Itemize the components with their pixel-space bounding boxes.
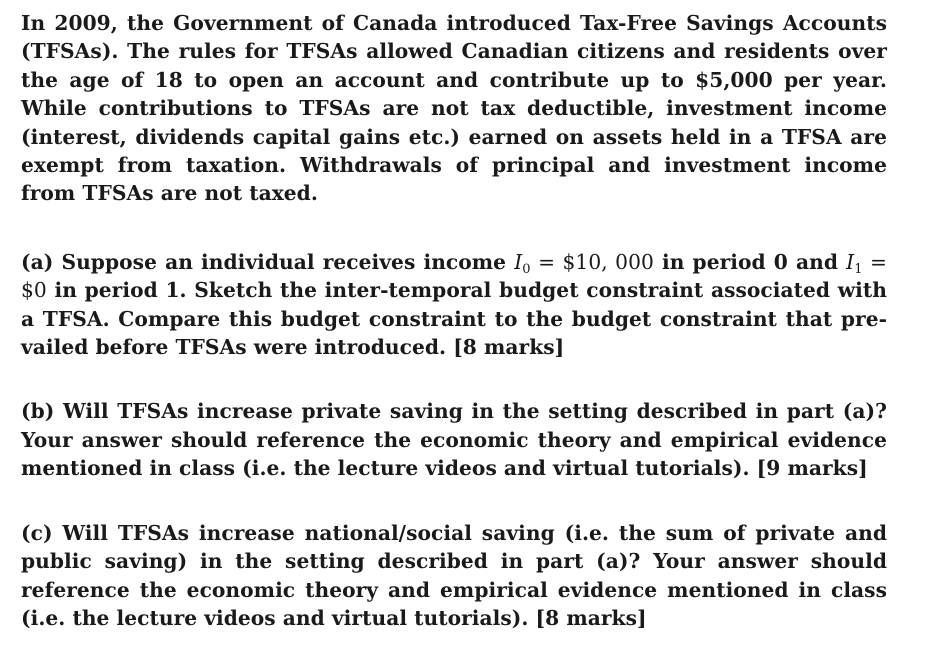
part-b-paragraph: (b) Will TFSAs increase private saving in the setting described in part (a)? Your answer should reference the economic theory and empirical evidence mentioned in class (i.e. the lecture videos and virtual tutorials). [9 marks]: [21, 399, 887, 481]
part-a-paragraph: [21, 248, 887, 362]
part-a-mid: in period 0 and: [653, 249, 847, 274]
part-c-paragraph: (c) Will TFSAs increase national/social saving (i.e. the sum of private and public saving) in the setting described in part (a)? Your answer should reference the economic theory and empirical evidence mentioned in class (i.e. the lecture videos and virtual tutorials). [8 marks]: [21, 520, 887, 630]
income-period-0: $I_0$ = $10, 000: [514, 249, 654, 277]
part-a-lead: (a) Suppose an individual receives income: [21, 249, 515, 274]
part-a-rest: in period 1. Sketch the inter-temporal budget constraint associated with a TFSA. Compare this budget constraint to the budget constraint that prevailed before TFSAs were introduced. [8 marks]: [21, 278, 887, 360]
question-document: [21, 9, 887, 632]
intro-paragraph: In 2009, the Government of Canada introduced Tax-Free Savings Accounts (TFSAs). The rules for TFSAs allowed Canadian citizens and residents over the age of 18 to open an account and contribute up to $5,000 per year. While contributions to TFSAs are not tax deductible, investment income (interest, dividends capital gains etc.) earned on assets held in a TFSA are exempt from taxation. Withdrawals of principal and investment income from TFSAs are not taxed.: [21, 11, 887, 206]
income-period-1: $I_1$ = $0: [21, 249, 887, 303]
